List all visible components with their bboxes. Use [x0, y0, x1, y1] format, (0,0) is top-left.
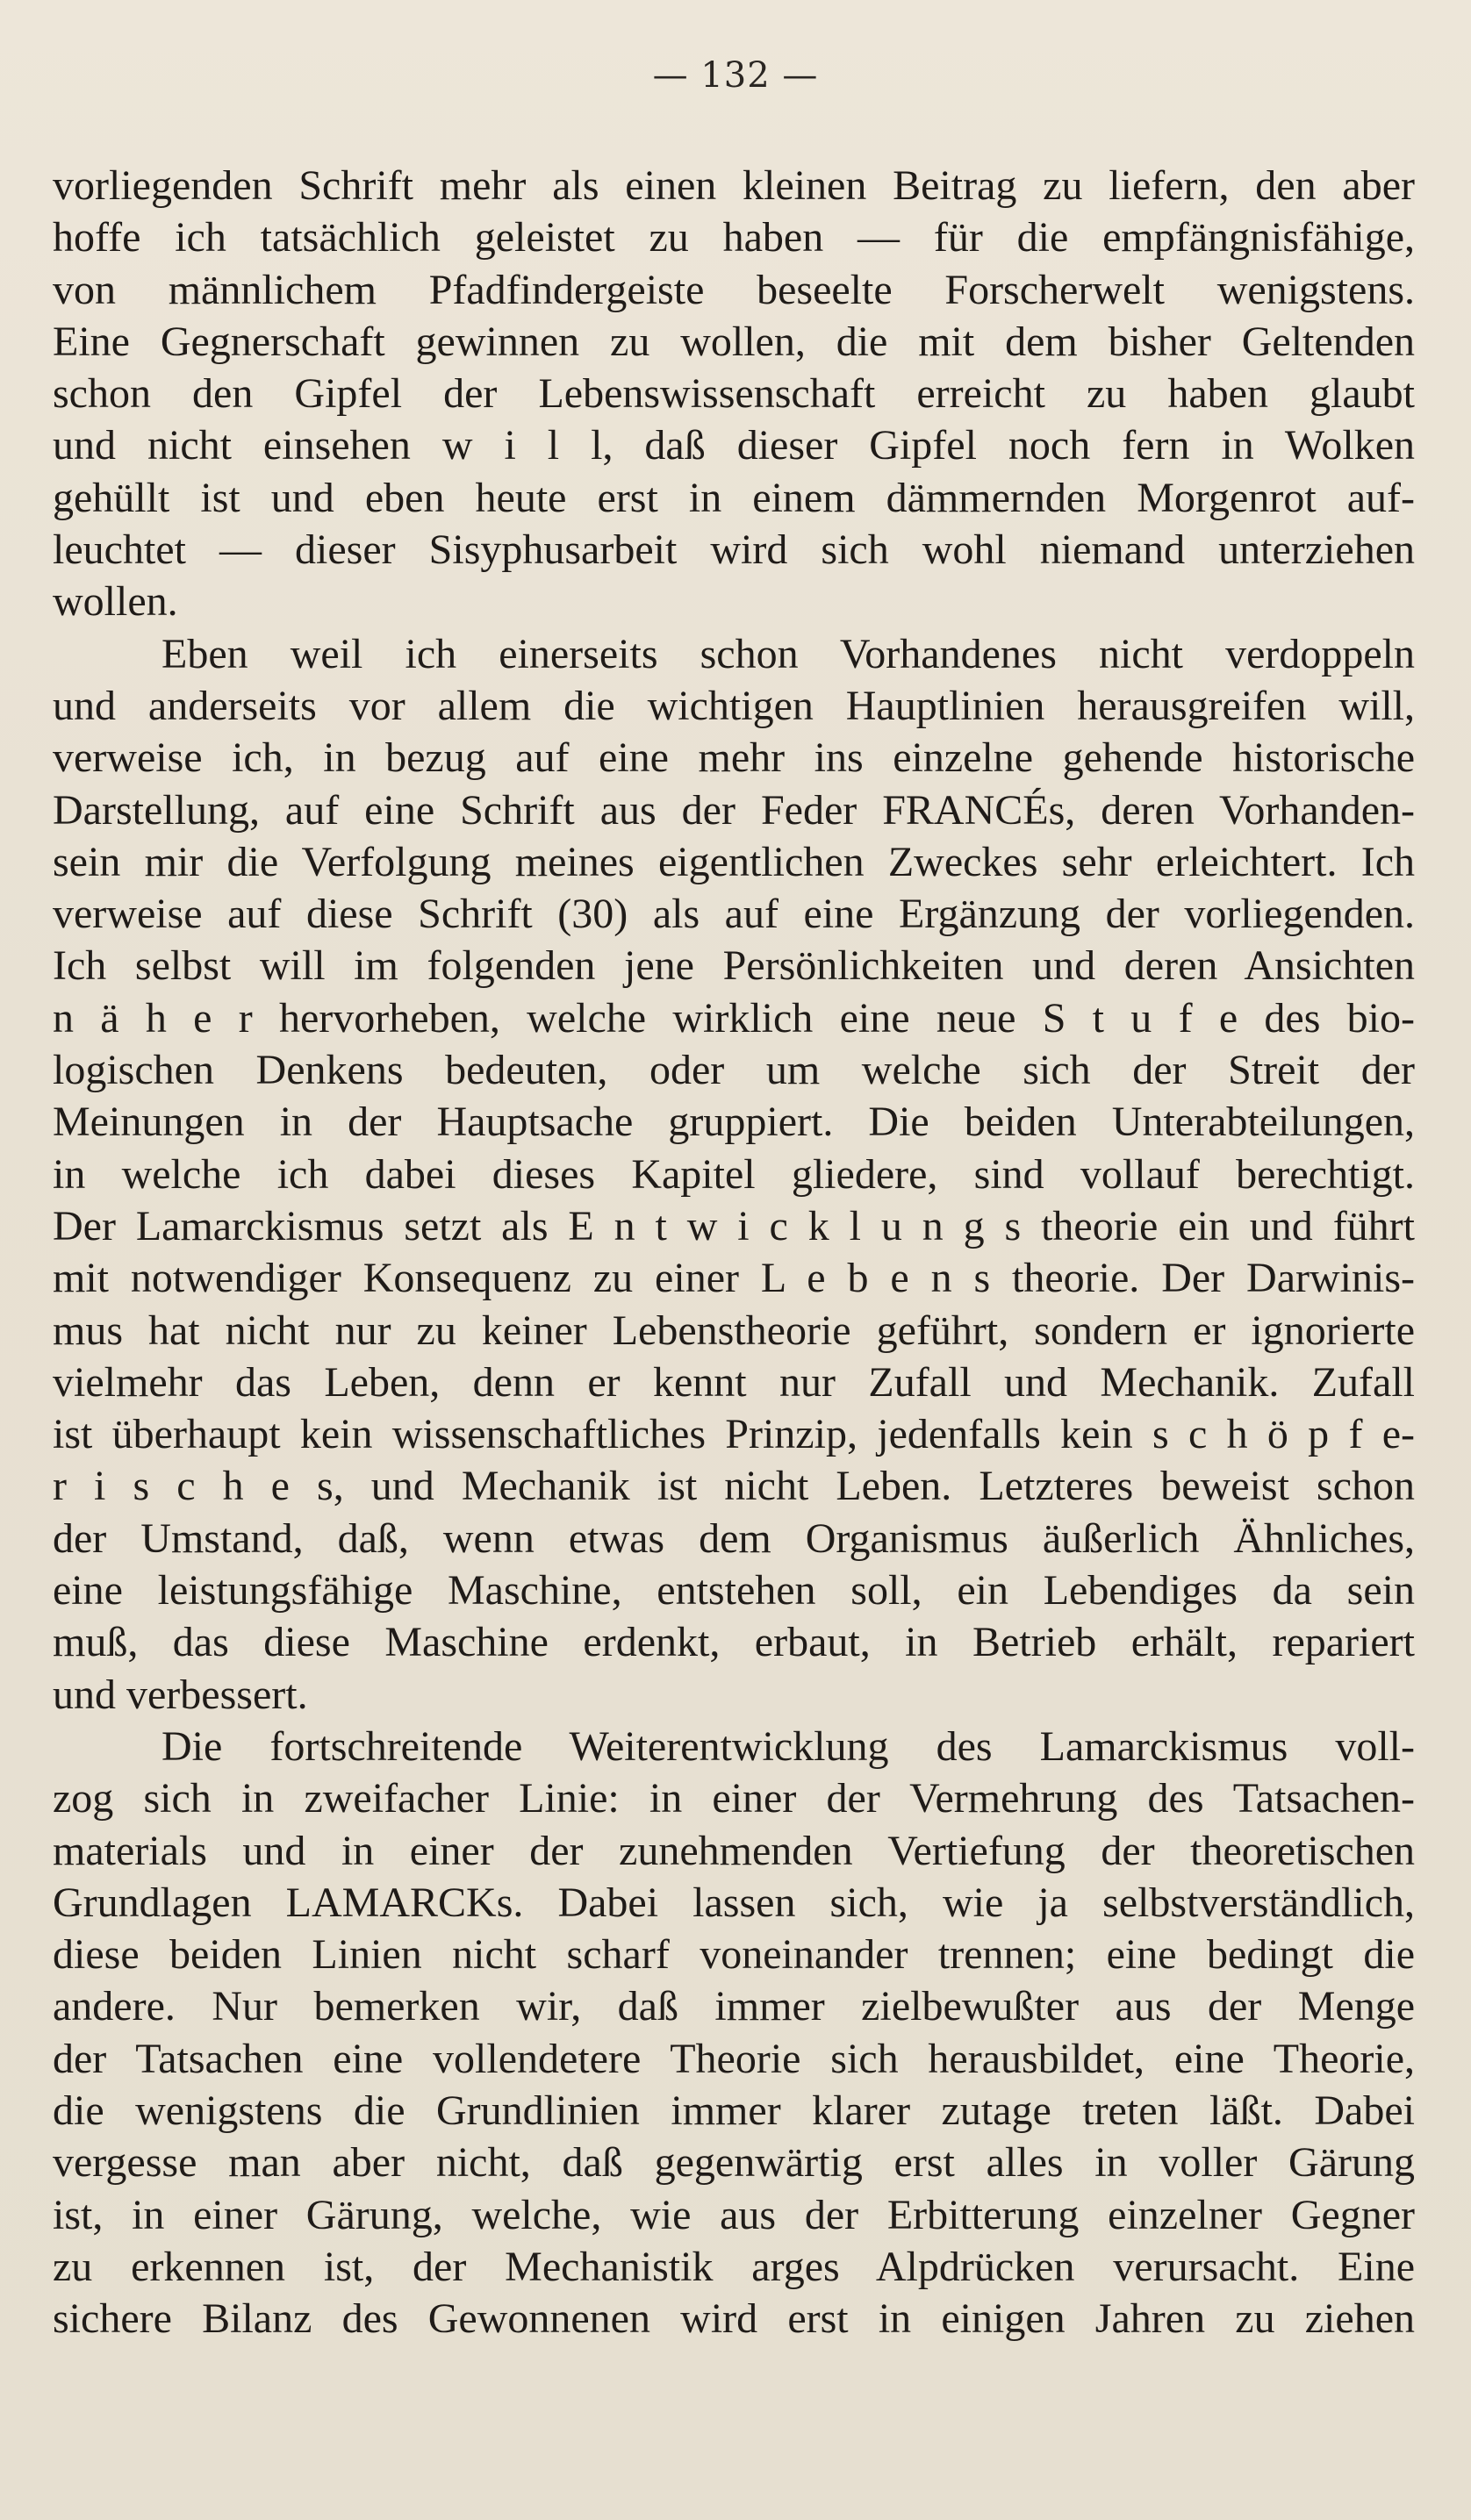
- text-line: und verbessert.: [53, 1671, 308, 1718]
- text-line: Der Lamarckismus setzt als E n t w i c k l u n g s theorie ein und führt: [53, 1202, 1415, 1249]
- text-line: verweise auf diese Schrift (30) als auf eine Ergänzung der vorliegenden.: [53, 891, 1415, 938]
- text-line: Die fortschreitende Weiterentwicklung des Lamarckismus voll-: [161, 1722, 1415, 1770]
- text-line: eine leistungsfähige Maschine, entstehen soll, ein Lebendiges da sein: [53, 1567, 1415, 1614]
- text-line: n ä h e r hervorheben, welche wirklich eine neue S t u f e des bio-: [53, 994, 1415, 1042]
- text-line: die wenigstens die Grundlinien immer klarer zutage treten läßt. Dabei: [53, 2087, 1415, 2134]
- text-line: vorliegenden Schrift mehr als einen kleinen Beitrag zu liefern, den aber: [53, 162, 1415, 209]
- text-line: und anderseits vor allem die wichtigen Hauptlinien herausgreifen will,: [53, 682, 1415, 729]
- text-line: ist, in einer Gärung, welche, wie aus der Erbitterung einzelner Gegner: [53, 2191, 1415, 2238]
- text-line: Eine Gegnerschaft gewinnen zu wollen, die mit dem bisher Geltenden: [53, 318, 1415, 365]
- text-line: zog sich in zweifacher Linie: in einer der Vermehrung des Tatsachen-: [53, 1775, 1415, 1822]
- text-line: Darstellung, auf eine Schrift aus der Feder FRANCÉs, deren Vorhanden-: [53, 786, 1415, 834]
- text-line: r i s c h e s, und Mechanik ist nicht Leben. Letzteres beweist schon: [53, 1463, 1415, 1510]
- text-line: diese beiden Linien nicht scharf voneinander trennen; eine bedingt die: [53, 1931, 1415, 1979]
- text-line: wollen.: [53, 578, 178, 626]
- text-line: Ich selbst will im folgenden jene Persönlichkeiten und deren Ansichten: [53, 942, 1415, 990]
- text-line: materials und in einer der zunehmenden Vertiefung der theoretischen: [53, 1827, 1415, 1874]
- text-line: hoffe ich tatsächlich geleistet zu haben — für die empfängnisfähige,: [53, 214, 1415, 261]
- text-line: vielmehr das Leben, denn er kennt nur Zufall und Mechanik. Zufall: [53, 1358, 1415, 1406]
- text-line: verweise ich, in bezug auf eine mehr ins einzelne gehende historische: [53, 734, 1415, 782]
- text-line: muß, das diese Maschine erdenkt, erbaut, in Betrieb erhält, repariert: [53, 1619, 1415, 1666]
- text-line: leuchtet — dieser Sisyphusarbeit wird sich wohl niemand unterziehen: [53, 526, 1415, 574]
- text-line: logischen Denkens bedeuten, oder um welche sich der Streit der: [53, 1047, 1415, 1094]
- text-line: mit notwendiger Konsequenz zu einer L e b e n s theorie. Der Darwinis-: [53, 1255, 1415, 1302]
- text-line: vergesse man aber nicht, daß gegenwärtig erst alles in voller Gärung: [53, 2139, 1415, 2187]
- text-line: zu erkennen ist, der Mechanistik arges Alpdrücken verursacht. Eine: [53, 2243, 1415, 2290]
- page-number: — 132 —: [652, 55, 819, 96]
- text-line: Eben weil ich einerseits schon Vorhandenes nicht verdoppeln: [161, 630, 1415, 677]
- text-line: gehüllt ist und eben heute erst in einem dämmernden Morgenrot auf-: [53, 474, 1415, 521]
- text-line: und nicht einsehen w i l l, daß dieser Gipfel noch fern in Wolken: [53, 422, 1415, 469]
- text-line: andere. Nur bemerken wir, daß immer zielbewußter aus der Menge: [53, 1983, 1415, 2030]
- body-text: [53, 160, 1415, 2345]
- text-line: schon den Gipfel der Lebenswissenschaft erreicht zu haben glaubt: [53, 370, 1415, 418]
- text-line: der Umstand, daß, wenn etwas dem Organismus äußerlich Ähnliches,: [53, 1514, 1415, 1562]
- text-line: sein mir die Verfolgung meines eigentlichen Zweckes sehr erleichtert. Ich: [53, 838, 1415, 885]
- text-line: ist überhaupt kein wissenschaftliches Prinzip, jedenfalls kein s c h ö p f e-: [53, 1411, 1415, 1458]
- text-line: mus hat nicht nur zu keiner Lebenstheorie geführt, sondern er ignorierte: [53, 1307, 1415, 1354]
- text-line: Grundlagen LAMARCKs. Dabei lassen sich, wie ja selbstverständlich,: [53, 1879, 1415, 1926]
- text-line: der Tatsachen eine vollendetere Theorie sich herausbildet, eine Theorie,: [53, 2035, 1415, 2082]
- text-line: in welche ich dabei dieses Kapitel gliedere, sind vollauf berechtigt.: [53, 1150, 1415, 1198]
- text-line: von männlichem Pfadfindergeiste beseelte Forscherwelt wenigstens.: [53, 266, 1415, 313]
- text-line: sichere Bilanz des Gewonnenen wird erst in einigen Jahren zu ziehen: [53, 2295, 1415, 2343]
- text-line: Meinungen in der Hauptsache gruppiert. Die beiden Unterabteilungen,: [53, 1099, 1415, 1146]
